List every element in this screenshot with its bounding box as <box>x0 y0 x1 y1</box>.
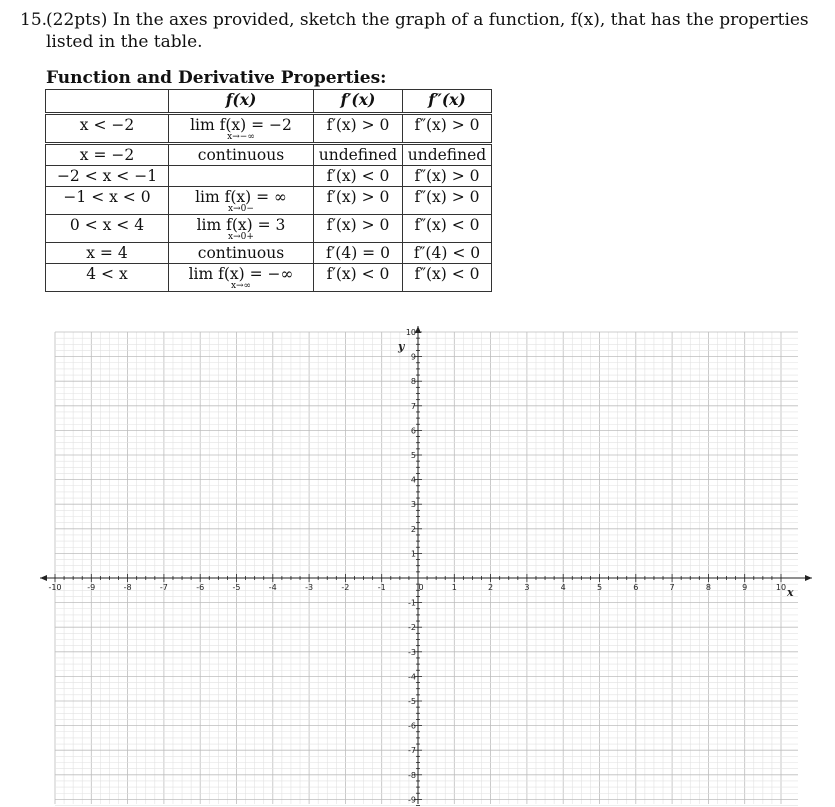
x-tick-label: -9 <box>87 583 96 592</box>
cond-cell: −2 < x < −1 <box>46 166 169 187</box>
fpp-cell: f″(x) > 0 <box>403 187 492 215</box>
f-value: lim f(x) = −2 <box>190 116 292 134</box>
y-tick-label: -6 <box>408 721 416 731</box>
header-cell <box>46 90 169 114</box>
y-tick-label: -2 <box>408 623 416 633</box>
y-tick-label: -4 <box>408 672 416 682</box>
x-tick-label: 1 <box>451 583 457 592</box>
y-tick-label: -1 <box>408 598 416 608</box>
f-cell <box>169 215 314 243</box>
f-value: continuous <box>197 244 285 262</box>
cond-cell: 0 < x < 4 <box>46 215 169 243</box>
fp-cell: f′(x) < 0 <box>314 166 403 187</box>
grid-lines <box>55 332 798 807</box>
x-axis-arrow-left-icon <box>40 575 47 581</box>
table-row <box>46 114 492 144</box>
limit-subscript: x→−∞ <box>227 132 255 142</box>
fpp-cell: f″(x) < 0 <box>403 215 492 243</box>
limit-subscript: x→∞ <box>230 281 252 291</box>
x-tick-label: 6 <box>633 583 639 592</box>
table-title: Function and Derivative Properties: <box>46 68 387 88</box>
cond-cell: 4 < x <box>46 264 169 292</box>
coordinate-grid[interactable] <box>0 318 835 807</box>
table-row <box>46 215 492 243</box>
fp-cell: f′(4) = 0 <box>314 243 403 264</box>
f-cell <box>169 243 314 264</box>
x-tick-label: -8 <box>123 583 132 592</box>
f-cell <box>169 264 314 292</box>
x-tick-label: -5 <box>232 583 241 592</box>
x-tick-label: 2 <box>488 583 494 592</box>
x-tick-label: -7 <box>159 583 168 592</box>
table-row <box>46 144 492 166</box>
y-tick-label: 5 <box>410 451 416 460</box>
f-cell <box>169 144 314 166</box>
y-axis-label: y <box>398 340 405 353</box>
fp-cell: undefined <box>314 144 403 166</box>
f-value: continuous <box>197 146 285 164</box>
x-tick-label: -10 <box>48 583 62 592</box>
fpp-cell: f″(4) < 0 <box>403 243 492 264</box>
fpp-cell: f″(x) > 0 <box>403 166 492 187</box>
f-cell <box>169 187 314 215</box>
fp-cell: f′(x) < 0 <box>314 264 403 292</box>
x-axis-arrow-right-icon <box>805 575 812 581</box>
y-tick-label: -7 <box>408 746 416 756</box>
x-tick-label: 4 <box>560 583 566 592</box>
f-value: lim f(x) = 3 <box>196 216 286 234</box>
fpp-cell: f″(x) < 0 <box>403 264 492 292</box>
x-tick-label: 0 <box>418 583 424 592</box>
y-tick-label: -5 <box>408 697 416 706</box>
axes <box>40 326 812 807</box>
header-cell: f′(x) <box>314 90 403 114</box>
y-tick-label: -9 <box>408 795 416 805</box>
y-tick-label: 4 <box>410 475 416 485</box>
cond-cell: x < −2 <box>46 114 169 144</box>
fpp-cell: undefined <box>403 144 492 166</box>
x-tick-label: 7 <box>669 583 675 592</box>
table-row <box>46 166 492 187</box>
x-tick-label: -4 <box>268 583 277 592</box>
cond-cell: x = 4 <box>46 243 169 264</box>
header-cell: f(x) <box>169 90 314 114</box>
f-cell <box>169 166 314 187</box>
fpp-cell: f″(x) > 0 <box>403 114 492 144</box>
cond-cell: −1 < x < 0 <box>46 187 169 215</box>
x-tick-label: -3 <box>305 583 314 592</box>
f-value: lim f(x) = ∞ <box>195 188 287 206</box>
table-row <box>46 187 492 215</box>
x-tick-label: 10 <box>775 583 787 592</box>
properties-table <box>45 89 492 292</box>
fp-cell: f′(x) > 0 <box>314 114 403 144</box>
cond-cell: x = −2 <box>46 144 169 166</box>
y-tick-label: 2 <box>410 524 416 534</box>
problem-statement <box>20 9 820 53</box>
limit-subscript: x→0− <box>228 204 254 214</box>
fp-cell: f′(x) > 0 <box>314 215 403 243</box>
table-header-row <box>46 90 492 114</box>
y-tick-label: 10 <box>405 328 416 337</box>
y-tick-label: -8 <box>408 770 416 780</box>
table-row <box>46 243 492 264</box>
table-row <box>46 264 492 292</box>
problem-text: (22pts) In the axes provided, sketch the graph of a function, f(x), that has the properties listed in the table. <box>46 10 809 52</box>
y-tick-label: -3 <box>408 647 416 657</box>
y-tick-label: 7 <box>410 401 416 411</box>
x-tick-label: -2 <box>341 583 350 592</box>
x-tick-label: -6 <box>196 583 205 592</box>
fp-cell: f′(x) > 0 <box>314 187 403 215</box>
x-tick-label: -1 <box>377 583 386 592</box>
x-tick-label: 3 <box>524 583 530 592</box>
problem-number: 15. <box>20 10 48 30</box>
f-cell <box>169 114 314 144</box>
y-tick-label: 3 <box>410 500 416 510</box>
y-tick-label: 8 <box>410 377 416 387</box>
f-value: lim f(x) = −∞ <box>188 265 294 283</box>
y-tick-label: 6 <box>410 426 416 436</box>
y-tick-label: 9 <box>410 352 416 362</box>
header-cell: f″(x) <box>403 90 492 114</box>
x-tick-label: 9 <box>742 583 748 592</box>
y-tick-label: 1 <box>410 549 416 559</box>
x-tick-label: 8 <box>705 583 711 592</box>
x-axis-label: x <box>787 586 794 599</box>
limit-subscript: x→0+ <box>228 232 254 242</box>
x-tick-label: 5 <box>596 583 603 592</box>
